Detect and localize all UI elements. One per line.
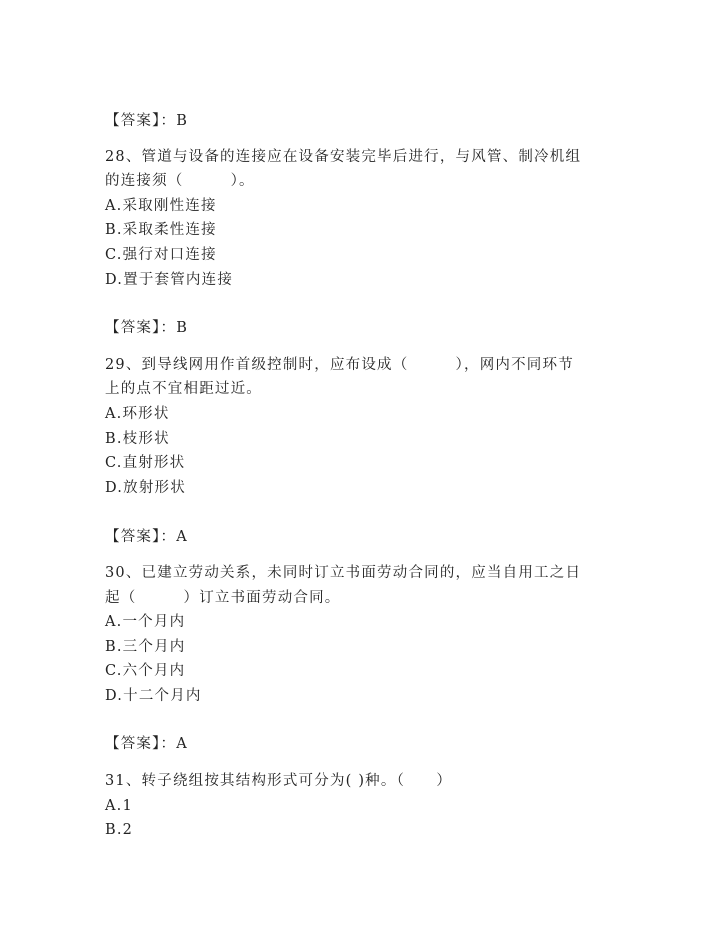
option-d: D.十二个月内 bbox=[105, 688, 202, 704]
question-stem: 29、到导线网用作首级控制时，应布设成（ ），网内不同环节 bbox=[105, 357, 574, 373]
option-a: A.采取刚性连接 bbox=[105, 198, 217, 214]
question-stem: 30、已建立劳动关系，未同时订立书面劳动合同的，应当自用工之日 bbox=[105, 565, 582, 581]
answer-label: 【答案】：B bbox=[105, 113, 189, 129]
option-c: C.直射形状 bbox=[105, 455, 186, 471]
answer-label: 【答案】：A bbox=[105, 736, 188, 752]
question-stem: 31、转子绕组按其结构形式可分为( )种。（ ） bbox=[105, 773, 453, 789]
option-d: D.放射形状 bbox=[105, 480, 186, 496]
option-c: C.强行对口连接 bbox=[105, 247, 217, 263]
question-stem: 的连接须（ ）。 bbox=[105, 173, 255, 189]
option-a: A.一个月内 bbox=[105, 614, 186, 630]
option-c: C.六个月内 bbox=[105, 663, 186, 679]
option-a: A.环形状 bbox=[105, 406, 170, 422]
option-b: B.三个月内 bbox=[105, 639, 186, 655]
option-b: B.采取柔性连接 bbox=[105, 222, 217, 238]
answer-label: 【答案】：A bbox=[105, 529, 188, 545]
option-a: A.1 bbox=[105, 798, 133, 814]
option-b: B.枝形状 bbox=[105, 431, 170, 447]
question-stem: 28、管道与设备的连接应在设备安装完毕后进行，与风管、制冷机组 bbox=[105, 149, 582, 165]
question-stem: 上的点不宜相距过近。 bbox=[105, 381, 262, 397]
option-b: B.2 bbox=[105, 822, 134, 838]
question-stem: 起（ ）订立书面劳动合同。 bbox=[105, 590, 341, 606]
option-d: D.置于套管内连接 bbox=[105, 272, 234, 288]
answer-label: 【答案】：B bbox=[105, 320, 189, 336]
